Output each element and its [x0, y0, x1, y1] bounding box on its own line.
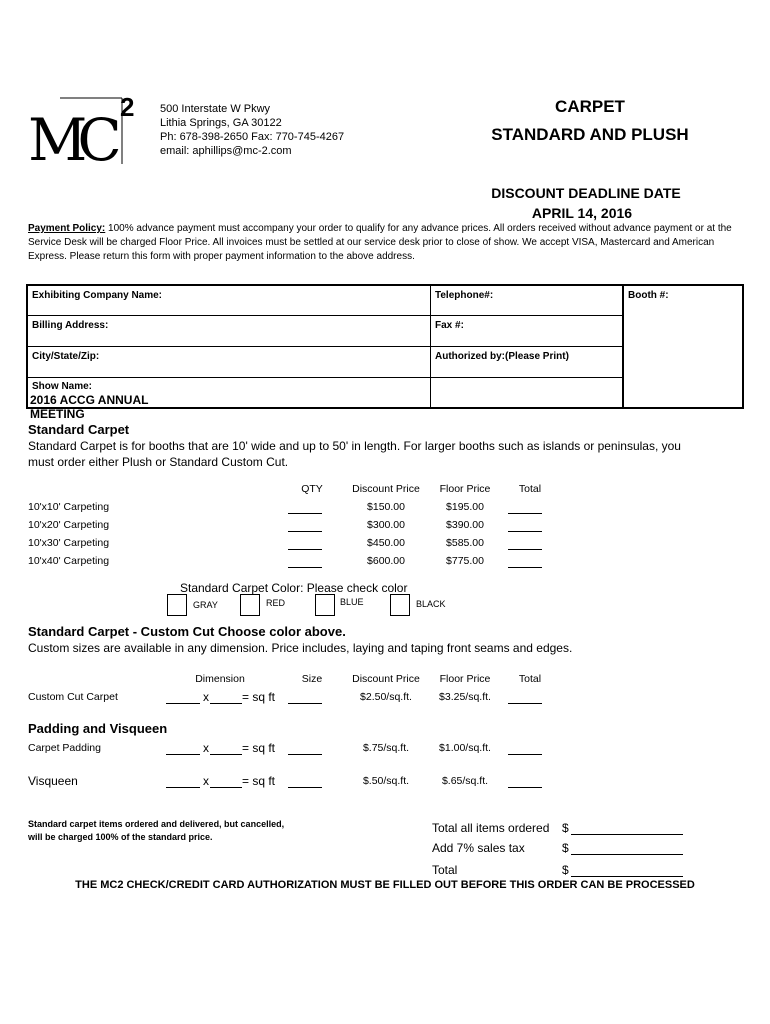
row-discount: $450.00	[367, 537, 405, 549]
size-input[interactable]	[288, 753, 322, 755]
visqueen-discount: $.50/sq.ft.	[362, 775, 410, 787]
col-qty: QTY	[301, 483, 323, 495]
row-floor: $390.00	[446, 519, 484, 531]
visqueen-floor: $.65/sq.ft.	[441, 775, 489, 787]
mc2-logo	[26, 92, 136, 168]
dollar-sign: $	[562, 821, 569, 835]
gray-label: GRAY	[193, 600, 218, 610]
dim-unit: = sq ft	[242, 741, 276, 755]
width-input[interactable]	[210, 753, 242, 755]
red-checkbox[interactable]	[240, 594, 260, 616]
total-input[interactable]	[508, 753, 542, 755]
row-floor: $585.00	[446, 537, 484, 549]
col-floor-price: Floor Price	[439, 483, 491, 495]
length-input[interactable]	[166, 753, 200, 755]
standard-carpet-description: Standard Carpet is for booths that are 10' wide and up to 50' in length. For larger booths such as islands or peninsulas, you must order either Plush or Standard Custom Cut.	[28, 439, 681, 469]
billing-address-field[interactable]: Billing Address:	[32, 320, 109, 331]
dim-unit: = sq ft	[242, 774, 276, 788]
booth-field[interactable]: Booth #:	[628, 290, 669, 301]
col-discount-price: Discount Price	[352, 673, 420, 685]
padding-heading: Padding and Visqueen	[28, 721, 168, 736]
show-name-label: Show Name:	[32, 381, 93, 392]
total-input[interactable]	[508, 702, 542, 704]
title-carpet: CARPET	[555, 97, 625, 116]
total-input[interactable]	[508, 530, 542, 532]
qty-input[interactable]	[288, 566, 322, 568]
dollar-sign: $	[562, 841, 569, 855]
fax-field[interactable]: Fax #:	[435, 320, 464, 331]
city-state-zip-field[interactable]: City/State/Zip:	[32, 351, 100, 362]
custom-cut-heading: Standard Carpet - Custom Cut Choose color above.	[28, 624, 346, 639]
row-item: 10'x10' Carpeting	[28, 501, 110, 513]
gray-checkbox[interactable]	[167, 594, 187, 616]
total-input[interactable]	[508, 566, 542, 568]
company-name-field[interactable]: Exhibiting Company Name:	[32, 290, 163, 301]
svg-text:2: 2	[120, 92, 135, 122]
email-line: email: aphillips@mc-2.com	[160, 145, 292, 157]
total-input[interactable]	[508, 786, 542, 788]
padding-discount: $.75/sq.ft.	[362, 742, 410, 754]
custom-cut-item: Custom Cut Carpet	[28, 691, 118, 703]
qty-input[interactable]	[288, 512, 322, 514]
address-line: Lithia Springs, GA 30122	[160, 117, 282, 129]
red-label: RED	[266, 598, 286, 608]
length-input[interactable]	[166, 702, 200, 704]
row-item: 10'x20' Carpeting	[28, 519, 110, 531]
cancellation-note: Standard carpet items ordered and delivered, but cancelled, will be charged 100% of the standard price.	[28, 819, 285, 842]
black-label: BLACK	[416, 599, 446, 609]
show-name-value: 2016 ACCG ANNUAL MEETING	[30, 393, 149, 421]
dim-x: x	[203, 774, 209, 788]
col-total: Total	[518, 673, 542, 685]
custom-cut-description: Custom sizes are available in any dimension. Price includes, laying and taping front seams and edges.	[28, 641, 573, 655]
row-discount: $600.00	[367, 555, 405, 567]
deadline-label: DISCOUNT DEADLINE DATE	[491, 185, 681, 201]
row-floor: $195.00	[446, 501, 484, 513]
custom-discount: $2.50/sq.ft.	[360, 691, 412, 703]
title-standard-plush: STANDARD AND PLUSH	[491, 125, 689, 144]
grand-total-label: Total	[432, 863, 458, 877]
size-input[interactable]	[288, 702, 322, 704]
dollar-sign: $	[562, 863, 569, 877]
col-dimension: Dimension	[195, 673, 245, 685]
authorization-notice: THE MC2 CHECK/CREDIT CARD AUTHORIZATION MUST BE FILLED OUT BEFORE THIS ORDER CAN BE PROCESSED	[75, 879, 695, 891]
dim-unit: = sq ft	[242, 690, 276, 704]
padding-item: Carpet Padding	[28, 742, 101, 754]
standard-carpet-heading: Standard Carpet	[28, 422, 130, 437]
payment-policy	[28, 222, 744, 264]
qty-input[interactable]	[288, 548, 322, 550]
address-block	[160, 102, 344, 158]
color-label: Standard Carpet Color: Please check color	[180, 581, 408, 595]
grand-total-input[interactable]	[571, 875, 683, 877]
col-total: Total	[518, 483, 542, 495]
col-size: Size	[301, 673, 323, 685]
qty-input[interactable]	[288, 530, 322, 532]
telephone-field[interactable]: Telephone#:	[435, 290, 494, 301]
row-discount: $150.00	[367, 501, 405, 513]
col-floor-price: Floor Price	[439, 673, 491, 685]
total-items-label: Total all items ordered	[432, 821, 550, 835]
exhibitor-info-grid	[26, 284, 744, 421]
policy-text: 100% advance payment must accompany your order to qualify for any advance prices. All orders received without advance payment or at the Service Desk will be charged Floor Price. All invoices must be settled at our service desk prior to close of show. We accept VISA, Mastercard and American Express. Please return this form with proper payment information to the above address.	[28, 223, 732, 262]
row-item: 10'x40' Carpeting	[28, 555, 110, 567]
sales-tax-label: Add 7% sales tax	[432, 841, 525, 855]
col-discount-price: Discount Price	[352, 483, 420, 495]
blank-cell	[431, 378, 621, 386]
custom-floor: $3.25/sq.ft.	[439, 691, 491, 703]
deadline-date: APRIL 14, 2016	[531, 205, 633, 221]
dim-x: x	[203, 741, 209, 755]
blue-checkbox[interactable]	[315, 594, 335, 616]
width-input[interactable]	[210, 786, 242, 788]
address-line: 500 Interstate W Pkwy	[160, 103, 271, 115]
row-item: 10'x30' Carpeting	[28, 537, 110, 549]
black-checkbox[interactable]	[390, 594, 410, 616]
dim-x: x	[203, 690, 209, 704]
width-input[interactable]	[210, 702, 242, 704]
row-floor: $775.00	[446, 555, 484, 567]
policy-label: Payment Policy:	[28, 223, 106, 234]
svg-text:MC: MC	[28, 106, 112, 168]
blue-label: BLUE	[340, 597, 364, 607]
size-input[interactable]	[288, 786, 322, 788]
total-input[interactable]	[508, 512, 542, 514]
total-items-input[interactable]	[571, 833, 683, 835]
row-discount: $300.00	[367, 519, 405, 531]
authorized-by-field[interactable]: Authorized by:(Please Print)	[435, 351, 569, 362]
padding-floor: $1.00/sq.ft.	[439, 742, 491, 754]
sales-tax-input[interactable]	[571, 853, 683, 855]
phone-line: Ph: 678-398-2650 Fax: 770-745-4267	[160, 131, 345, 143]
length-input[interactable]	[166, 786, 200, 788]
total-input[interactable]	[508, 548, 542, 550]
visqueen-item: Visqueen	[28, 774, 78, 788]
